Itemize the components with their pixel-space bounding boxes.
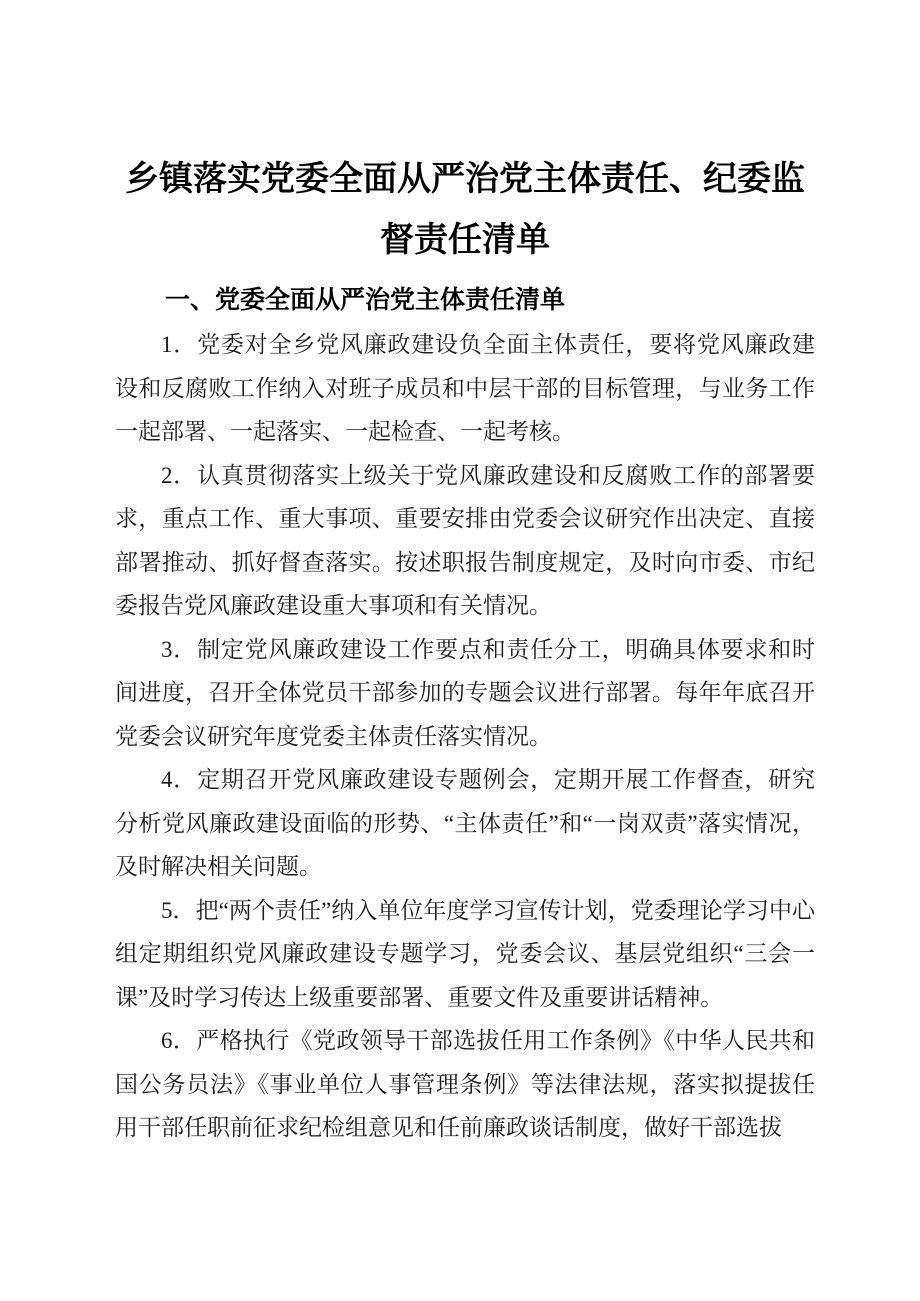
section-heading: 一、党委全面从严治党主体责任清单 bbox=[165, 286, 566, 314]
paragraph-4: 4．定期召开党风廉政建设专题例会，定期开展工作督查，研究分析党风廉政建设面临的形势、“主体责任”和“一岗双责”落实情况，及时解决相关问题。 bbox=[115, 767, 815, 879]
document-content bbox=[115, 0, 815, 1150]
paragraph-3: 3．制定党风廉政建设工作要点和责任分工，明确具体要求和时间进度，召开全体党员干部参加的专题会议进行部署。每年年底召开党委会议研究年度党委主体责任落实情况。 bbox=[115, 636, 815, 749]
section-body bbox=[115, 323, 815, 1150]
paragraph-5: 5．把“两个责任”纳入单位年度学习宣传计划，党委理论学习中心组定期组织党风廉政建设专题学习，党委会议、基层党组织“三会一课”及时学习传达上级重要部署、重要文件及重要讲话精神。 bbox=[115, 897, 815, 1010]
paragraph-2: 2．认真贯彻落实上级关于党风廉政建设和反腐败工作的部署要求，重点工作、重大事项、重要安排由党委会议研究作出决定、直接部署推动、抓好督查落实。按述职报告制度规定，及时向市委、市纪委报告党风廉政建设重大事项和有关情况。 bbox=[115, 462, 815, 618]
document-title-line-1: 乡镇落实党委全面从严治党主体责任、纪委监 bbox=[125, 160, 805, 198]
document-title-line-2: 督责任清单 bbox=[380, 221, 550, 259]
document-title bbox=[115, 149, 815, 271]
paragraph-1: 1．党委对全乡党风廉政建设负全面主体责任，要将党风廉政建设和反腐败工作纳入对班子成员和中层干部的目标管理，与业务工作一起部署、一起落实、一起检查、一起考核。 bbox=[115, 332, 815, 444]
paragraph-6: 6．严格执行《党政领导干部选拔任用工作条例》《中华人民共和国公务员法》《事业单位人事管理条例》等法律法规，落实拟提拔任用干部任职前征求纪检组意见和任前廉政谈话制度，做好干部选拔 bbox=[115, 1028, 815, 1140]
